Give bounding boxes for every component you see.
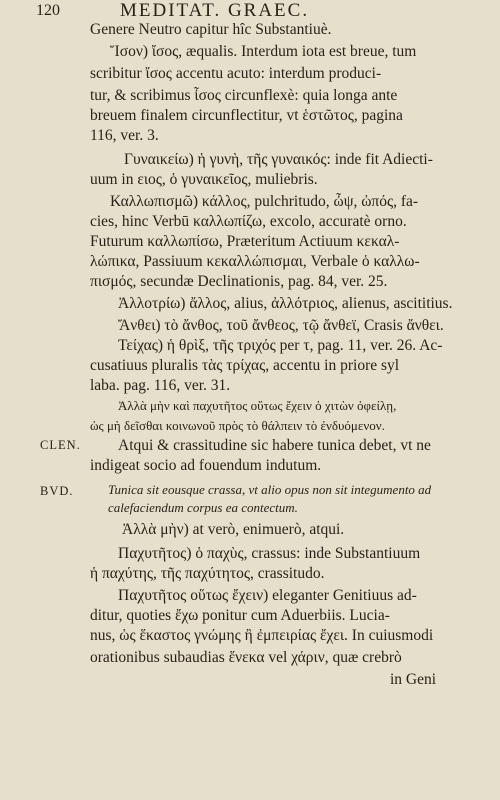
catchword: in Geni xyxy=(390,671,437,688)
text-line: cusatiuus pluralis τὰς τρίχας, accentu in priore syl xyxy=(90,357,400,374)
greek-quote-line: Ἀλλὰ μὴν καὶ παχυτῆτος οὕτως ἔχειν ὁ χιτὼν ὀφείλῃ, xyxy=(118,398,397,413)
text-line: πισμός, secundæ Declinationis, pag. 84, ver. 25. xyxy=(90,273,388,290)
text-line: Ἄνθει) τὸ ἄνθος, τοῦ ἄνθεος, τῷ ἄνθεϊ, Crasis ἄνθει. xyxy=(118,317,444,334)
text-line: 116, ver. 3. xyxy=(90,127,159,144)
italic-gloss-line: Tunica sit eousque crassa, vt alio opus non sit integumento ad xyxy=(108,482,432,497)
text-line: λώπικα, Passiuum κεκαλλώπισμαι, Verbale ὁ καλλω- xyxy=(90,253,420,270)
text-line: Futurum καλλωπίσω, Præteritum Actiuum κεκαλ- xyxy=(90,233,400,250)
text-line: ἡ παχύτης, τῆς παχύτητος, crassitudo. xyxy=(90,565,325,582)
text-line: Παχυτῆτος) ὁ παχὺς, crassus: inde Substantiuum xyxy=(118,545,421,562)
text-line: nus, ὡς ἕκαστος γνώμης ἢ ἐμπειρίας ἔχει. In cuiusmodi xyxy=(90,627,434,644)
text-line: indigeat socio ad fouendum indutum. xyxy=(90,457,322,474)
text-line: Genere Neutro capitur hîc Substantiuè. xyxy=(90,21,332,38)
text-line: orationibus subaudias ἕνεκα vel χάριν, quæ crebrò xyxy=(90,649,402,666)
text-line: Γυναικείω) ἡ γυνὴ, τῆς γυναικός: inde fit Adiecti- xyxy=(124,151,433,168)
margin-speaker: BVD. xyxy=(40,484,74,498)
text-line: cies, hinc Verbū καλλωπίζω, excolo, accuratè orno. xyxy=(90,213,407,230)
text-line: ditur, quoties ἔχω ponitur cum Aduerbiis. Lucia- xyxy=(90,607,390,624)
greek-quote-line: ὡς μὴ δεῖσθαι κοινωνοῦ πρὸς τὸ θάλπειν τὸ ἐνδυόμενον. xyxy=(90,418,385,433)
text-line: uum in ειος, ὁ γυναικεῖος, muliebris. xyxy=(90,171,318,188)
text-line: Παχυτῆτος οὕτως ἔχειν) eleganter Genitiuus ad- xyxy=(118,587,417,604)
text-line: Ἀλλοτρίω) ἄλλος, alius, ἀλλότριος, alienus, ascititius. xyxy=(118,295,453,312)
text-line: Ἀλλὰ μὴν) at verò, enimuerò, atqui. xyxy=(122,521,345,538)
margin-speaker: CLEN. xyxy=(40,438,81,452)
text-line: Τείχας) ἡ θρὶξ, τῆς τριχός per τ, pag. 11, ver. 26. Ac- xyxy=(118,337,443,354)
text-line: scribitur ἴσος accentu acuto: interdum produci- xyxy=(90,65,382,82)
running-head: MEDITAT. GRAEC. xyxy=(120,0,310,21)
text-line: Atqui & crassitudine sic habere tunica debet, vt ne xyxy=(118,437,431,454)
text-line: tur, & scribimus ἶσος circunflexè: quia longa ante xyxy=(90,87,398,104)
text-line: Καλλωπισμῶ) κάλλος, pulchritudo, ὦψ, ὠπός, fa- xyxy=(110,193,419,210)
page-number: 120 xyxy=(36,2,60,19)
text-line: breuem finalem circunflectitur, vt ἑστῶτος, pagina xyxy=(90,107,403,124)
text-line: Ἴσον) ἴσος, æqualis. Interdum iota est breue, tum xyxy=(110,43,417,60)
italic-gloss-line: calefaciendum corpus ea contectum. xyxy=(108,500,298,515)
text-line: laba. pag. 116, ver. 31. xyxy=(90,377,231,394)
